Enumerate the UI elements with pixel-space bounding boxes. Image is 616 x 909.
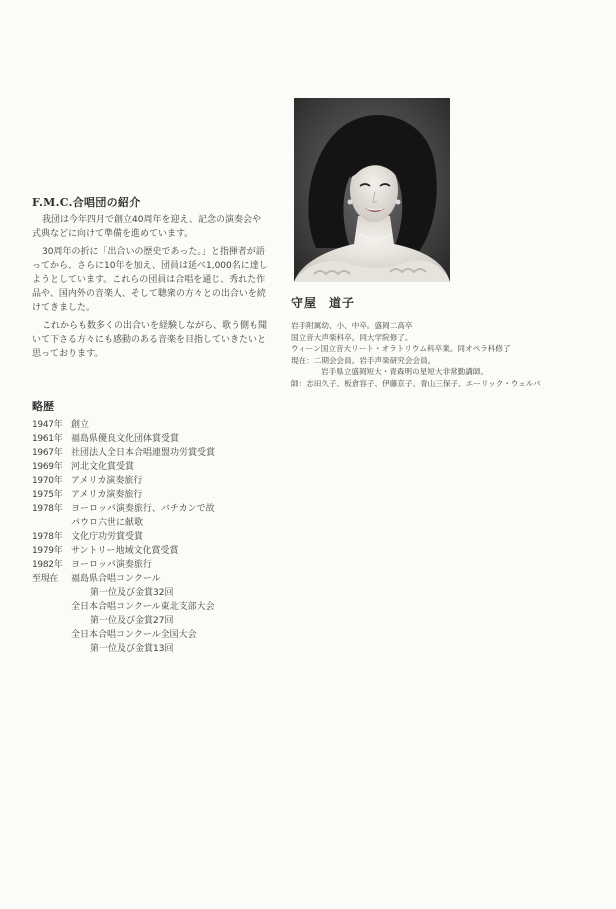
history-event: パウロ六世に献歌: [71, 518, 144, 528]
history-row: [32, 502, 272, 516]
history-row: [32, 516, 272, 530]
history-event: ヨーロッパ演奏旅行: [71, 560, 152, 570]
profile-biography: [291, 320, 601, 390]
history-list: [32, 418, 272, 656]
intro-paragraph: これからも数多くの出合いを経験しながら、歌う側も聞いて下さる方々にも感動のある音楽を目指していきたいと思っております。: [32, 321, 268, 359]
bio-line: 師：志田久子、板倉容子、伊藤京子、青山三保子、エーリック・ウェルバ: [291, 378, 541, 388]
profile-given-name: 道子: [329, 296, 356, 310]
history-row: [32, 460, 272, 474]
portrait-image: [294, 98, 450, 282]
history-event: 福島県優良文化団体賞受賞: [71, 434, 180, 444]
history-year: 1975年: [32, 490, 63, 500]
history-row: [32, 530, 272, 544]
history-year: 1978年: [32, 504, 63, 514]
history-event: アメリカ演奏旅行: [71, 476, 143, 486]
history-year: 1979年: [32, 546, 63, 556]
history-award: 第一位及び金賞13回: [90, 644, 174, 654]
history-row: [32, 432, 272, 446]
bio-line: 岩手県立盛岡短大・青森明の星短大非常勤講師。: [321, 367, 489, 377]
history-event: 社団法人全日本合唱連盟功労賞受賞: [71, 448, 216, 458]
history-year: 至現在: [32, 574, 59, 584]
history-row: [32, 488, 272, 502]
history-year: 1967年: [32, 448, 63, 458]
intro-paragraph: 我団は今年四月で創立40周年を迎え、記念の演奏会や式典などに向けて準備を進めています。: [32, 215, 261, 239]
history-year: 1947年: [32, 420, 63, 430]
bio-line: 岩手附属幼、小、中卒。盛岡二高卒: [291, 321, 413, 330]
profile-family-name: 守屋: [291, 296, 318, 310]
history-year: 1978年: [32, 532, 63, 542]
history-row: [32, 544, 272, 558]
history-row: [32, 558, 272, 572]
history-award: 第一位及び金賞27回: [90, 616, 174, 626]
history-year: 1982年: [32, 560, 63, 570]
history-event: 河北文化賞受賞: [71, 462, 135, 472]
history-award: 全日本合唱コンクール全国大会: [71, 630, 197, 640]
history-event: アメリカ演奏旅行: [71, 490, 143, 500]
history-event: 文化庁功労賞受賞: [71, 532, 144, 542]
intro-paragraph: 30周年の折に「出合いの歴史であった。」と指揮者が語ってから、さらに10年を加え、団員は延べ1,000名に達しようとしています。これらの団員は合唱を通じ、秀れた作品や、国内外の音楽人、そして聴衆の方々との出合いを続けてきました。: [32, 247, 268, 313]
conductor-profile: [291, 294, 601, 390]
history-row: [32, 572, 272, 586]
history-year: 1969年: [32, 462, 63, 472]
profile-name: [291, 294, 601, 311]
bio-line: 国立音大声楽科卒。同大学院修了。: [291, 332, 413, 342]
history-title: 略歴: [32, 400, 54, 413]
history-award: 第一位及び金賞32回: [90, 588, 174, 598]
history-year: 1961年: [32, 434, 63, 444]
choir-introduction: [32, 194, 268, 363]
bio-line: 現在：二期会会員。岩手声楽研究会会員。: [291, 355, 436, 365]
history-year: 1970年: [32, 476, 63, 486]
portrait-photo: [294, 98, 450, 282]
history-row: [32, 474, 272, 488]
intro-title: F.M.C.合唱団の紹介: [32, 196, 141, 209]
history-event: 福島県合唱コンクール: [71, 574, 161, 584]
history-year: [32, 516, 71, 530]
history-event: 創立: [71, 420, 90, 430]
history-event: サントリー地域文化賞受賞: [71, 546, 179, 556]
bio-line: ウィーン国立音大リート・オラトリウム科卒業。同オペラ科修了: [291, 344, 511, 354]
history-award: 全日本合唱コンクール東北支部大会: [71, 602, 215, 612]
choir-history: [32, 398, 272, 656]
history-event: ヨーロッパ演奏旅行、バチカンで故: [71, 504, 215, 514]
history-row: [32, 446, 272, 460]
history-row: [32, 418, 272, 432]
